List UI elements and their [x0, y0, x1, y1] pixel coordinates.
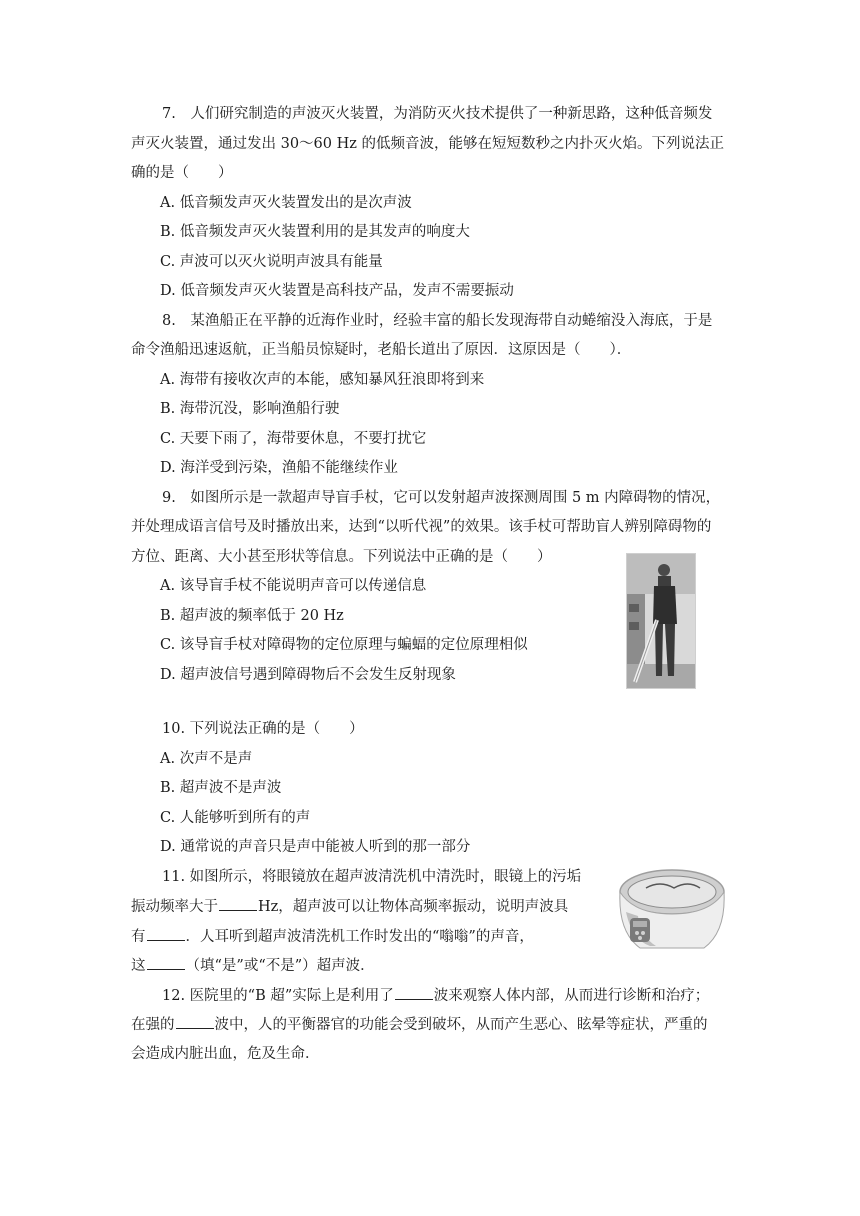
q9-line-2: 并处理成语言信号及时播放出来，达到“以听代视”的效果。该手杖可帮助盲人辨别障碍物的 [131, 519, 712, 535]
q9-line-3: 方位、距离、大小甚至形状等信息。下列说法中正确的是（ ） [131, 549, 552, 565]
q7-option-b: B. 低音频发声灭火装置利用的是其发声的响度大 [160, 224, 470, 240]
ultrasonic-cleaner-photo [610, 862, 728, 960]
q12-line-1-suffix: 波来观察人体内部，从而进行诊断和治疗； [433, 988, 710, 1004]
q11-line-1: 11. 如图所示，将眼镜放在超声波清洗机中清洗时，眼镜上的污垢 [162, 869, 582, 885]
q12-line-2-prefix: 在强的 [131, 1017, 175, 1033]
blind-cane-photo [626, 553, 696, 689]
q10-option-b: B. 超声波不是声波 [160, 780, 282, 796]
q9-option-d: D. 超声波信号遇到障碍物后不会发生反射现象 [160, 667, 456, 683]
q11-blank-2[interactable] [147, 926, 185, 941]
q9-option-b: B. 超声波的频率低于 20 Hz [160, 608, 344, 624]
q9-line-1: 9. 如图所示是一款超声导盲手杖，它可以发射超声波探测周围 5 m 内障碍物的情况， [162, 490, 721, 506]
q10-option-c: C. 人能够听到所有的声 [160, 810, 311, 826]
q7-option-d: D. 低音频发声灭火装置是高科技产品，发声不需要振动 [160, 283, 514, 299]
q12-line-2-suffix: 波中，人的平衡器官的功能会受到破坏，从而产生恶心、眩晕等症状，严重的 [214, 1017, 708, 1033]
q11-line-2-prefix: 振动频率大于 [131, 899, 218, 915]
q10-line-1: 10. 下列说法正确的是（ ） [162, 721, 364, 737]
q8-option-a: A. 海带有接收次声的本能，感知暴风狂浪即将到来 [160, 372, 485, 388]
q7-line-2: 声灭火装置，通过发出 30～60 Hz 的低频音波，能够在短短数秒之内扑灭火焰。下列说法正 [131, 136, 725, 152]
q11-line-3-suffix: ．人耳听到超声波清洗机工作时发出的“嗡嗡”的声音， [185, 929, 534, 945]
q11-line-3-prefix: 有 [131, 929, 146, 945]
q8-line-1: 8. 某渔船正在平静的近海作业时，经验丰富的船长发现海带自动蜷缩没入海底，于是 [162, 313, 713, 329]
q11-line-2-suffix: Hz，超声波可以让物体高频率振动，说明声波具 [258, 899, 569, 915]
q11-blank-1[interactable] [219, 896, 257, 911]
q12-blank-1[interactable] [395, 985, 433, 1000]
q7-line-1: 7. 人们研究制造的声波灭火装置，为消防灭火技术提供了一种新思路，这种低音频发 [162, 106, 713, 122]
q11-line-2 [131, 896, 568, 916]
q12-line-1-prefix: 12. 医院里的“B 超”实际上是利用了 [162, 988, 394, 1004]
q11-line-4-prefix: 这 [131, 958, 146, 974]
q8-option-b: B. 海带沉没，影响渔船行驶 [160, 401, 340, 417]
q10-option-a: A. 次声不是声 [160, 751, 253, 767]
q11-line-4-suffix: （填“是”或“不是”）超声波． [185, 958, 375, 974]
q10-option-d: D. 通常说的声音只是声中能被人听到的那一部分 [160, 839, 471, 855]
q8-option-c: C. 天要下雨了，海带要休息，不要打扰它 [160, 431, 427, 447]
q8-option-d: D. 海洋受到污染，渔船不能继续作业 [160, 460, 398, 476]
q8-line-2: 命令渔船迅速返航，正当船员惊疑时，老船长道出了原因．这原因是（ ）． [131, 342, 632, 358]
q11-blank-3[interactable] [147, 955, 185, 970]
q7-option-c: C. 声波可以灭火说明声波具有能量 [160, 254, 383, 270]
q12-blank-2[interactable] [176, 1014, 214, 1029]
q12-line-1 [162, 985, 709, 1005]
q9-option-c: C. 该导盲手杖对障碍物的定位原理与蝙蝠的定位原理相似 [160, 637, 528, 653]
q12-line-2 [131, 1014, 708, 1034]
q9-option-a: A. 该导盲手杖不能说明声音可以传递信息 [160, 578, 427, 594]
q11-line-4 [131, 955, 375, 975]
q11-line-3 [131, 926, 534, 946]
q12-line-3: 会造成内脏出血，危及生命． [131, 1046, 320, 1062]
q7-option-a: A. 低音频发声灭火装置发出的是次声波 [160, 195, 412, 211]
q7-line-3: 确的是（ ） [131, 165, 233, 181]
